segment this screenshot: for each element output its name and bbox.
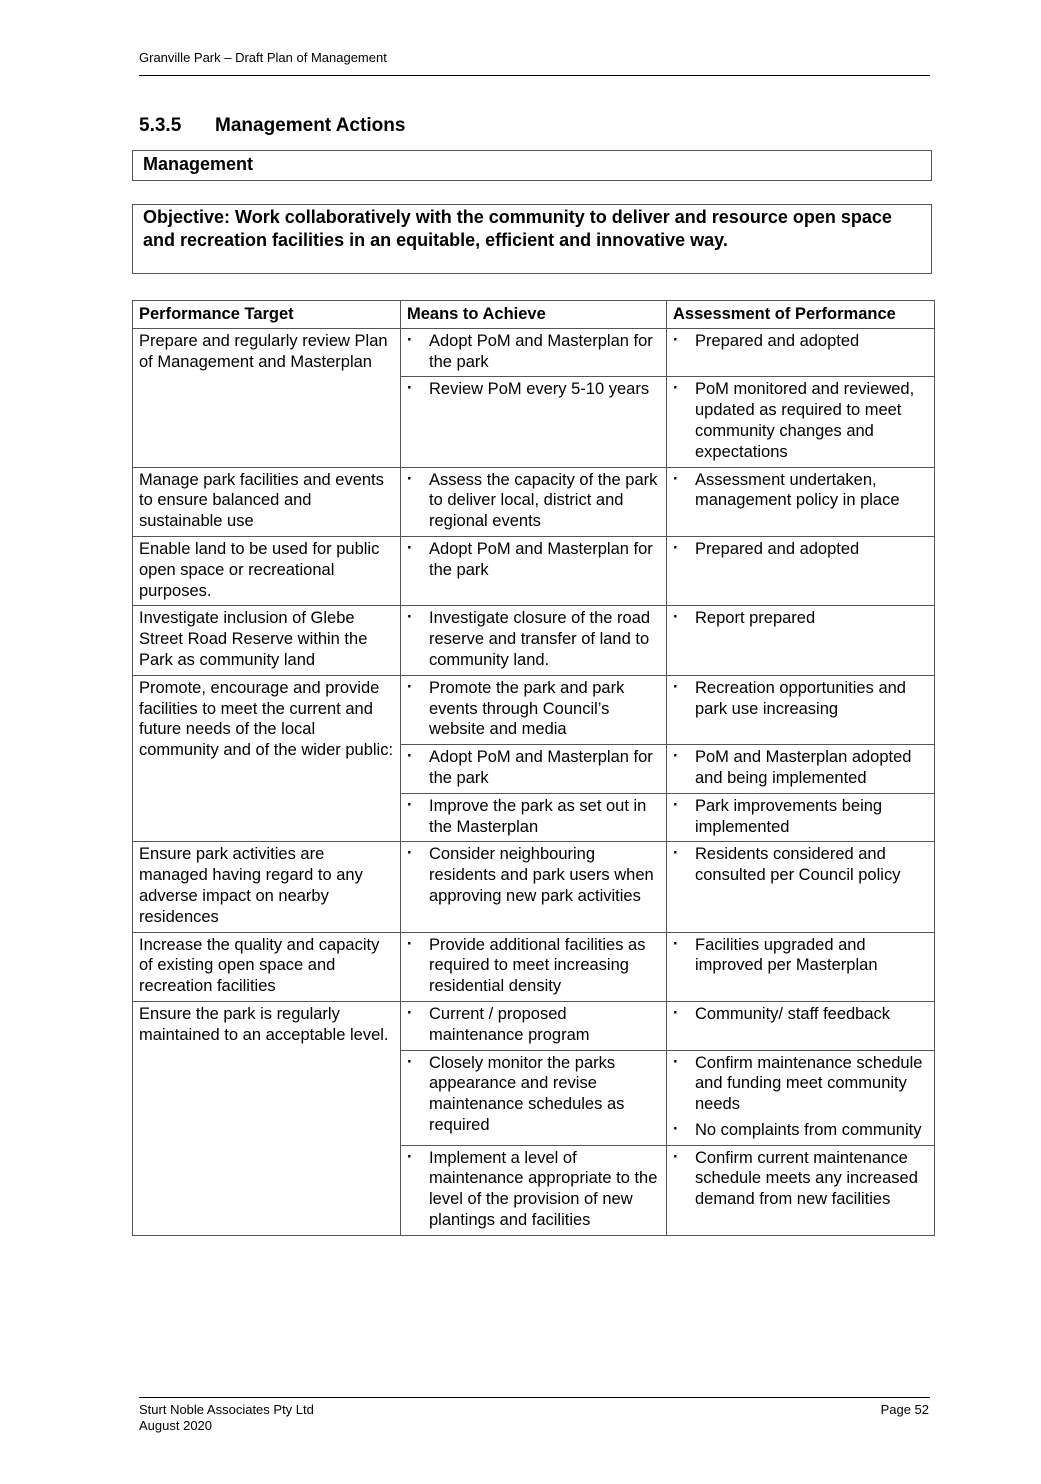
assessment-cell [667,1050,935,1145]
bullet-item: · Consider neighbouring residents and park users when approving new park activities [407,844,660,906]
bullet-item: · Recreation opportunities and park use increasing [673,678,928,720]
assessment-cell [667,932,935,1001]
management-label-box: Management [132,150,932,181]
bullet-item: · Prepared and adopted [673,331,928,352]
bullet-item: · Community/ staff feedback [673,1004,928,1025]
column-header-performance-target: Performance Target [133,301,401,329]
footer-divider [139,1397,930,1398]
bullet-item: · Adopt PoM and Masterplan for the park [407,331,660,373]
bullet-item: · Adopt PoM and Masterplan for the park [407,539,660,581]
means-to-achieve-cell [401,467,667,536]
bullet-item: · Closely monitor the parks appearance and revise maintenance schedules as required [407,1053,660,1136]
objective-box: Objective: Work collaboratively with the community to deliver and resource open space and recreation facilities in an equitable, efficient and innovative way. [132,204,932,274]
table-row [133,932,935,1001]
table-header-row [133,301,935,329]
table-row [133,467,935,536]
assessment-cell [667,793,935,842]
bullet-item: · Adopt PoM and Masterplan for the park [407,747,660,789]
table-row [133,606,935,675]
bullet-item: · Confirm maintenance schedule and funding meet community needs [673,1053,928,1115]
footer-date: August 2020 [139,1418,213,1433]
performance-target-cell: Ensure the park is regularly maintained to an acceptable level. [133,1001,401,1235]
bullet-item: · Facilities upgraded and improved per Masterplan [673,935,928,977]
table-row [133,328,935,377]
performance-target-cell: Enable land to be used for public open space or recreational purposes. [133,536,401,605]
performance-target-cell: Manage park facilities and events to ensure balanced and sustainable use [133,467,401,536]
assessment-cell [667,328,935,377]
bullet-item: · PoM monitored and reviewed, updated as required to meet community changes and expectations [673,379,928,462]
footer-company: Sturt Noble Associates Pty Ltd [139,1402,314,1417]
table-body [133,328,935,1235]
performance-target-cell: Investigate inclusion of Glebe Street Road Reserve within the Park as community land [133,606,401,675]
means-to-achieve-cell [401,1001,667,1050]
means-to-achieve-cell [401,606,667,675]
bullet-item: · Confirm current maintenance schedule meets any increased demand from new facilities [673,1148,928,1210]
means-to-achieve-cell [401,745,667,794]
bullet-item: · Improve the park as set out in the Masterplan [407,796,660,838]
section-heading [139,115,405,137]
performance-table [132,300,935,1236]
table-row [133,842,935,932]
bullet-item: · Investigate closure of the road reserve and transfer of land to community land. [407,608,660,670]
assessment-cell [667,745,935,794]
assessment-cell [667,842,935,932]
bullet-item: · Review PoM every 5-10 years [407,379,660,400]
bullet-item: · No complaints from community [673,1120,928,1141]
performance-target-cell: Increase the quality and capacity of existing open space and recreation facilities [133,932,401,1001]
table-row [133,675,935,744]
table-row [133,536,935,605]
table-row [133,1001,935,1050]
assessment-cell [667,467,935,536]
section-number: 5.3.5 [139,115,182,136]
column-header-assessment: Assessment of Performance [667,301,935,329]
document-header-title: Granville Park – Draft Plan of Management [139,50,387,65]
bullet-item: · Park improvements being implemented [673,796,928,838]
bullet-item: · PoM and Masterplan adopted and being implemented [673,747,928,789]
means-to-achieve-cell [401,377,667,467]
bullet-item: · Promote the park and park events through Council’s website and media [407,678,660,740]
means-to-achieve-cell [401,842,667,932]
bullet-item: · Residents considered and consulted per Council policy [673,844,928,886]
assessment-cell [667,377,935,467]
column-header-means-to-achieve: Means to Achieve [401,301,667,329]
bullet-item: · Current / proposed maintenance program [407,1004,660,1046]
assessment-cell [667,675,935,744]
means-to-achieve-cell [401,675,667,744]
bullet-item: · Assess the capacity of the park to deliver local, district and regional events [407,470,660,532]
means-to-achieve-cell [401,536,667,605]
means-to-achieve-cell [401,932,667,1001]
performance-target-cell: Promote, encourage and provide facilities to meet the current and future needs of the local community and of the wider public: [133,675,401,842]
means-to-achieve-cell [401,1145,667,1235]
footer-page-number: Page 52 [880,1402,929,1417]
means-to-achieve-cell [401,1050,667,1145]
assessment-cell [667,606,935,675]
footer-left [139,1402,314,1434]
bullet-item: · Report prepared [673,608,928,629]
assessment-cell [667,1001,935,1050]
bullet-item: · Assessment undertaken, management policy in place [673,470,928,512]
bullet-item: · Implement a level of maintenance appropriate to the level of the provision of new plantings and facilities [407,1148,660,1231]
header-divider [139,75,930,76]
means-to-achieve-cell [401,328,667,377]
section-title: Management Actions [215,115,406,136]
bullet-item: · Provide additional facilities as required to meet increasing residential density [407,935,660,997]
performance-target-cell: Prepare and regularly review Plan of Management and Masterplan [133,328,401,467]
means-to-achieve-cell [401,793,667,842]
bullet-item: · Prepared and adopted [673,539,928,560]
assessment-cell [667,536,935,605]
assessment-cell [667,1145,935,1235]
performance-target-cell: Ensure park activities are managed having regard to any adverse impact on nearby residences [133,842,401,932]
